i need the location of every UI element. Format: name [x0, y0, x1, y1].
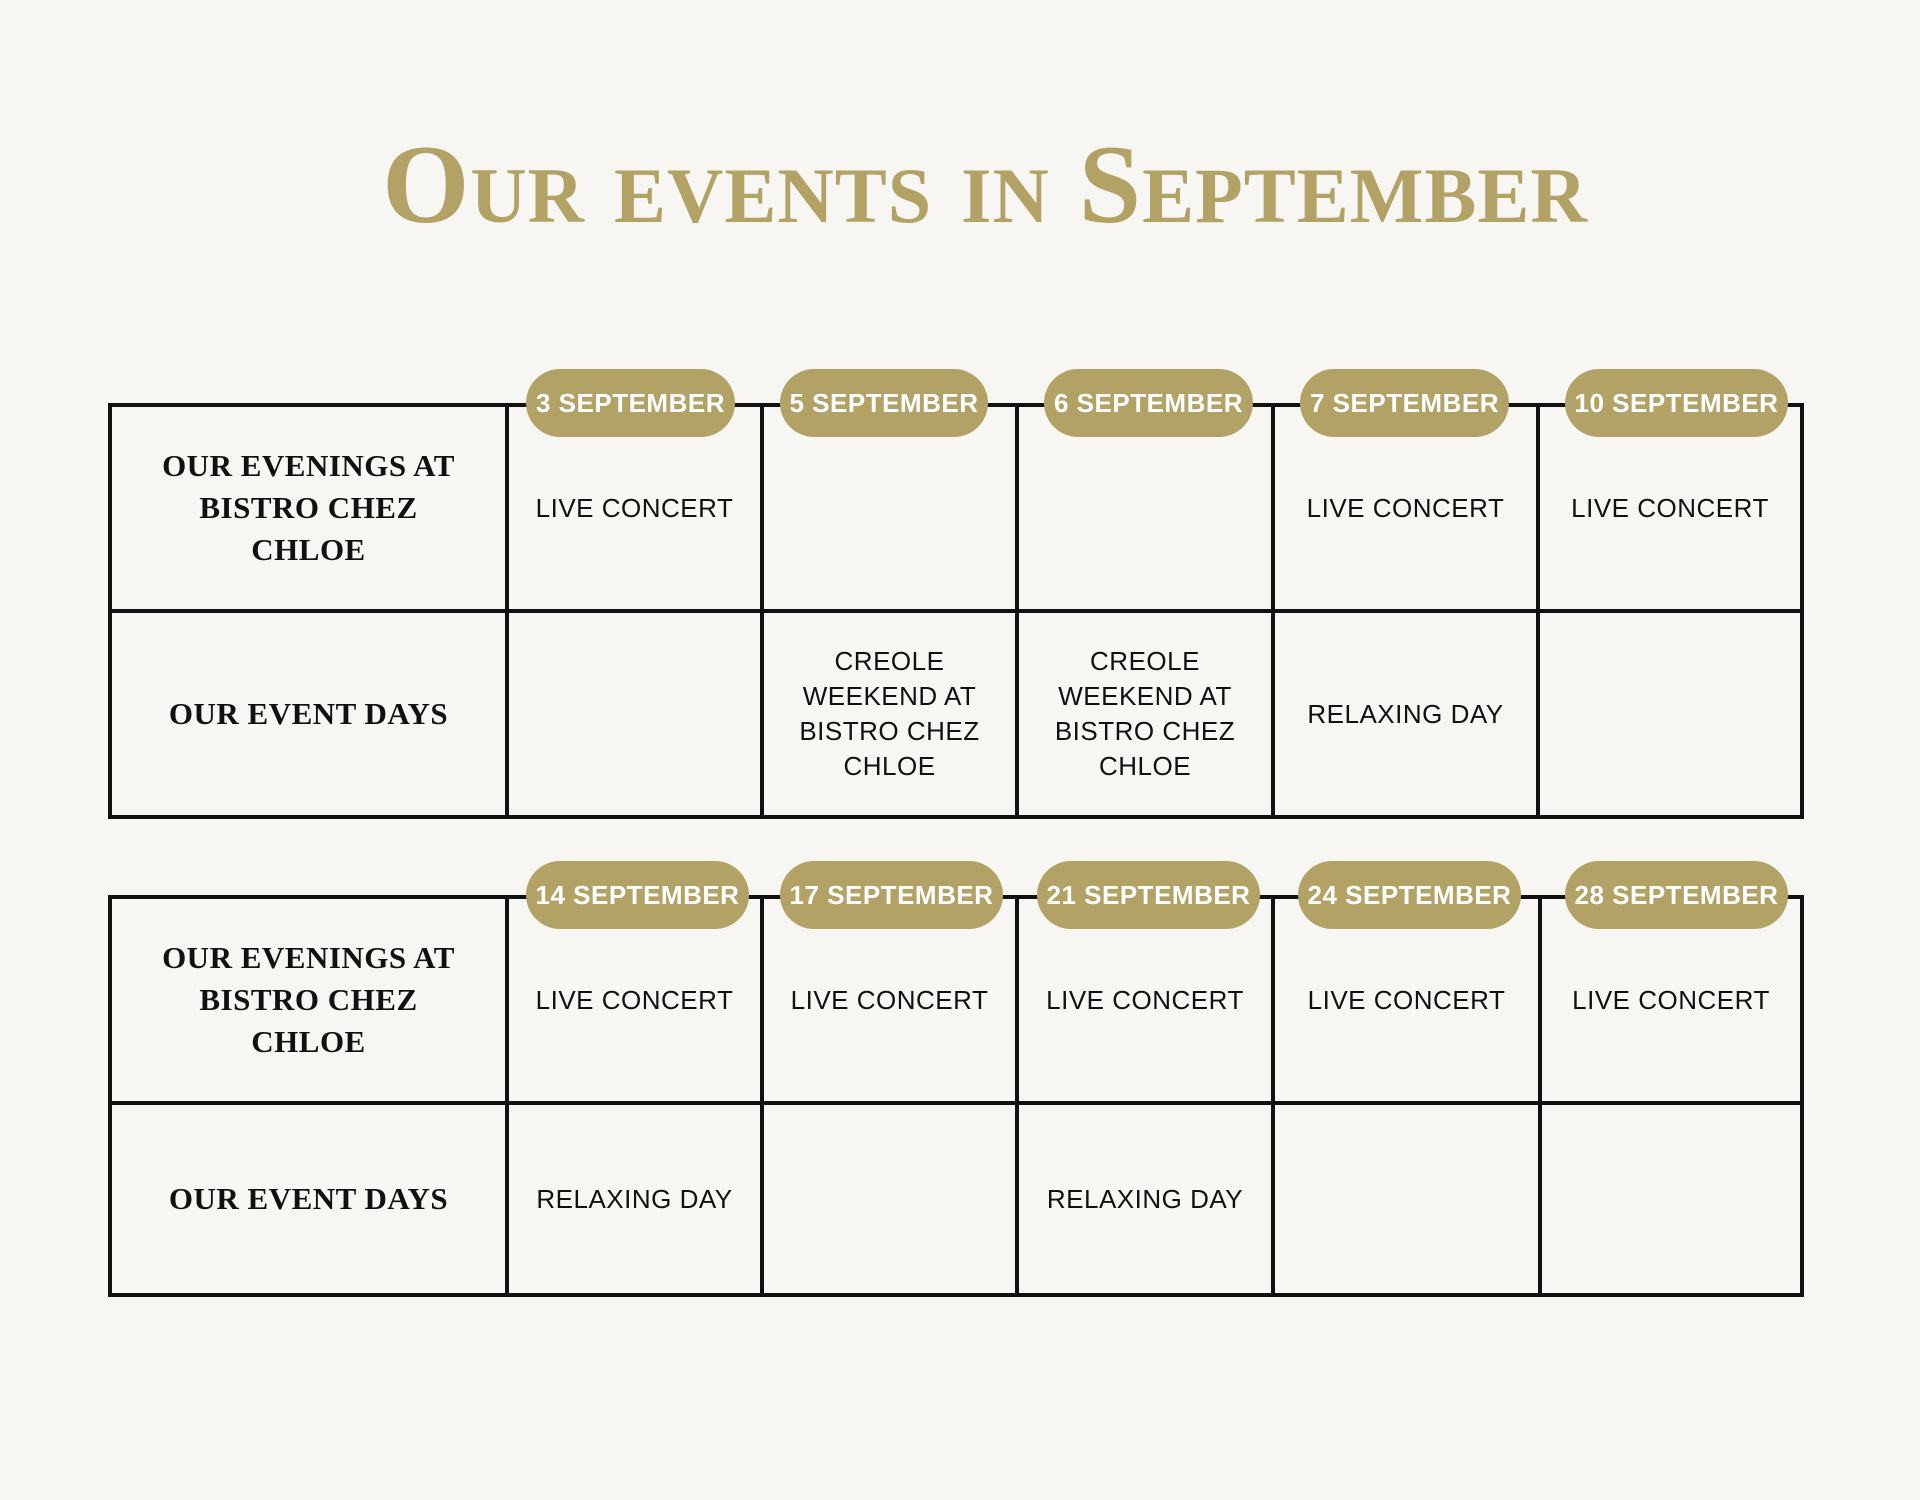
- evening-cell: LIVE CONCERT: [1046, 984, 1244, 1015]
- date-pill: 7 SEPTEMBER: [1300, 369, 1509, 437]
- day-cell: CREOLE WEEKEND AT BISTRO CHEZ CHLOE: [1054, 646, 1236, 781]
- row-label-days: OUR EVENT DAYS: [168, 1181, 449, 1216]
- events-table-1: [110, 387, 1802, 817]
- date-pill: 28 SEPTEMBER: [1565, 861, 1788, 929]
- date-pill: 17 SEPTEMBER: [780, 861, 1003, 929]
- day-cell: [1540, 1103, 1802, 1295]
- date-pill: 6 SEPTEMBER: [1044, 369, 1253, 437]
- date-pill: 10 SEPTEMBER: [1565, 369, 1788, 437]
- date-pill: 3 SEPTEMBER: [526, 369, 735, 437]
- day-cell: [1538, 611, 1802, 817]
- evening-cell: LIVE CONCERT: [535, 984, 734, 1015]
- day-cell: CREOLE WEEKEND AT BISTRO CHEZ CHLOE: [799, 646, 980, 781]
- evening-cell: LIVE CONCERT: [1306, 492, 1505, 523]
- evening-cell: LIVE CONCERT: [535, 492, 734, 523]
- row-label-evenings: OUR EVENINGS AT BISTRO CHEZ CHLOE: [162, 448, 455, 567]
- day-cell: [762, 1103, 1017, 1295]
- day-cell: RELAXING DAY: [1046, 1183, 1244, 1214]
- day-cell: RELAXING DAY: [536, 1183, 733, 1214]
- page-title: Our events in September: [382, 123, 1588, 247]
- day-cell: [1273, 1103, 1540, 1295]
- date-pill: 5 SEPTEMBER: [780, 369, 988, 437]
- evening-cell: LIVE CONCERT: [790, 984, 989, 1015]
- evening-cell: LIVE CONCERT: [1572, 984, 1770, 1015]
- row-label-evenings: OUR EVENINGS AT BISTRO CHEZ CHLOE: [162, 940, 455, 1059]
- date-pill: 24 SEPTEMBER: [1298, 861, 1521, 929]
- row-label-days: OUR EVENT DAYS: [168, 696, 449, 731]
- date-pill: 14 SEPTEMBER: [526, 861, 749, 929]
- evening-cell: LIVE CONCERT: [1307, 984, 1506, 1015]
- date-pill: 21 SEPTEMBER: [1037, 861, 1260, 929]
- events-table-2: [110, 879, 1802, 1295]
- evening-cell: LIVE CONCERT: [1571, 492, 1769, 523]
- day-cell: [507, 611, 762, 817]
- day-cell: RELAXING DAY: [1307, 698, 1504, 729]
